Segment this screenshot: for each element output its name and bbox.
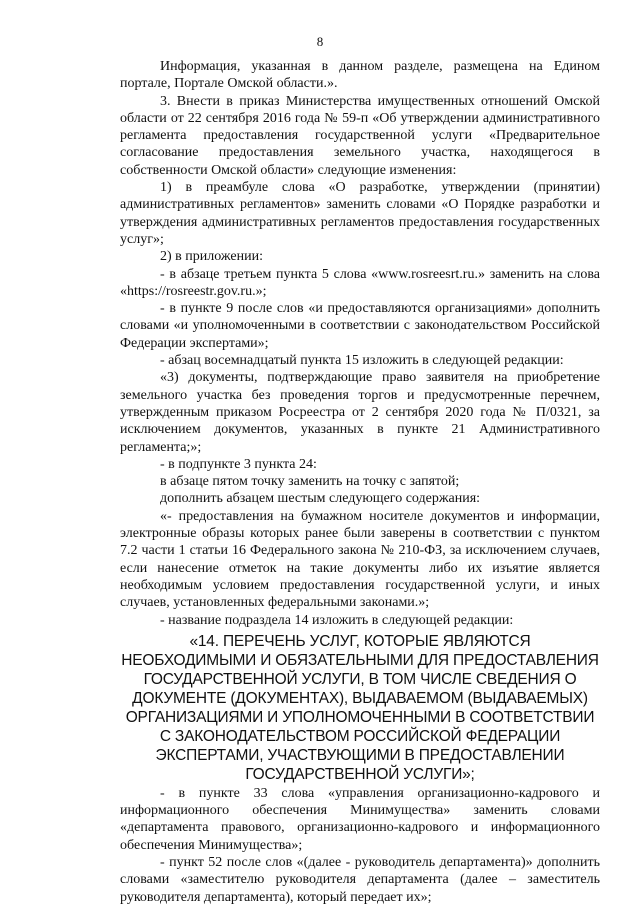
paragraph-point-5: - в абзаце третьем пункта 5 слова «www.rosreesrt.ru.» заменить на слова «https://rosreestr.gov.ru.»; — [120, 266, 600, 299]
paragraph-subsection-14: - название подраздела 14 изложить в следующей редакции: — [160, 612, 514, 628]
paragraph-point-24: - в подпункте 3 пункта 24: — [160, 456, 317, 472]
document-body — [120, 58, 600, 906]
paragraph-point-15: - абзац восемнадцатый пункта 15 изложить в следующей редакции: — [160, 353, 564, 369]
page-number: 8 — [316, 34, 324, 49]
paragraph-in-appendix: 2) в приложении: — [160, 249, 263, 265]
paragraph-item-3: 3. Внести в приказ Министерства имущественных отношений Омской области от 22 сентября 2016 года № 59-п «Об утверждении административного регламента предоставления государственной услуги «Предварительное согласование предоставления земельного участка, находящегося в собственности Омской области» следующие изменения: — [120, 93, 600, 178]
paragraph-documents: «3) документы, подтверждающие право заявителя на приобретение земельного участка без проведения торгов и предусмотренные перечнем, утвержденным приказом Росреестра от 2 сентября 2020 года № П/0321, за исключением документов, указанных в пункте 21 Административного регламента;»; — [120, 370, 600, 455]
paragraph-point-52: - пункт 52 после слов «(далее - руководитель департамента)» дополнить словами «заместителю руководителя департамента (далее – заместитель руководителя департамента), который передает их»; — [120, 854, 600, 905]
paragraph-preamble: 1) в преамбуле слова «О разработке, утверждении (принятии) административных регламентов» заменить словами «О Порядке разработки и утверждения административных регламентов предоставления государственных услуг»; — [120, 180, 600, 247]
paragraph-point-33: - в пункте 33 слова «управления организационно-кадрового и информационного обеспечения Минимущества» заменить словами «департамента правового, организационно-кадрового и информационного обеспечения Минимущества»; — [120, 785, 600, 853]
paragraph-fifth-abzac: в абзаце пятом точку заменить на точку с запятой; — [160, 474, 460, 490]
paragraph-portal-info: Информация, указанная в данном разделе, размещена на Едином портале, Портале Омской области.». — [120, 59, 600, 92]
subsection-14-heading: «14. ПЕРЕЧЕНЬ УСЛУГ, КОТОРЫЕ ЯВЛЯЮТСЯ НЕОБХОДИМЫМИ И ОБЯЗАТЕЛЬНЫМИ ДЛЯ ПРЕДОСТАВЛЕНИЯ ГОСУДАРСТВЕННОЙ УСЛУГИ, В ТОМ ЧИСЛЕ СВЕДЕНИЯ О ДОКУМЕНТЕ (ДОКУМЕНТАХ), ВЫДАВАЕМОМ (ВЫДАВАЕМЫХ) ОРГАНИЗАЦИЯМИ И УПОЛНОМОЧЕННЫМИ В СООТВЕТСТВИИ С ЗАКОНОДАТЕЛЬСТВОМ РОССИЙСКОЙ ФЕДЕРАЦИИ ЭКСПЕРТАМИ, УЧАСТВУЮЩИМИ В ПРЕДОСТАВЛЕНИИ ГОСУДАРСТВЕННОЙ УСЛУГИ»; — [121, 632, 599, 783]
paragraph-point-9: - в пункте 9 после слов «и предоставляются организациями» дополнить словами «и уполномоченными в соответствии с законодательством Российской Федерации экспертами»; — [120, 301, 600, 351]
paragraph-paper-documents: «- предоставления на бумажном носителе документов и информации, электронные образы которых ранее были заверены в соответствии с пунктом 7.2 части 1 статьи 16 Федерального закона № 210-ФЗ, за исключением случаев, если нанесение отметок на такие документы либо их изъятие является необходимым условием предоставления государственной услуги, и иных случаев, установленных федеральными законами.»; — [120, 508, 600, 611]
paragraph-sixth-abzac: дополнить абзацем шестым следующего содержания: — [160, 491, 481, 507]
